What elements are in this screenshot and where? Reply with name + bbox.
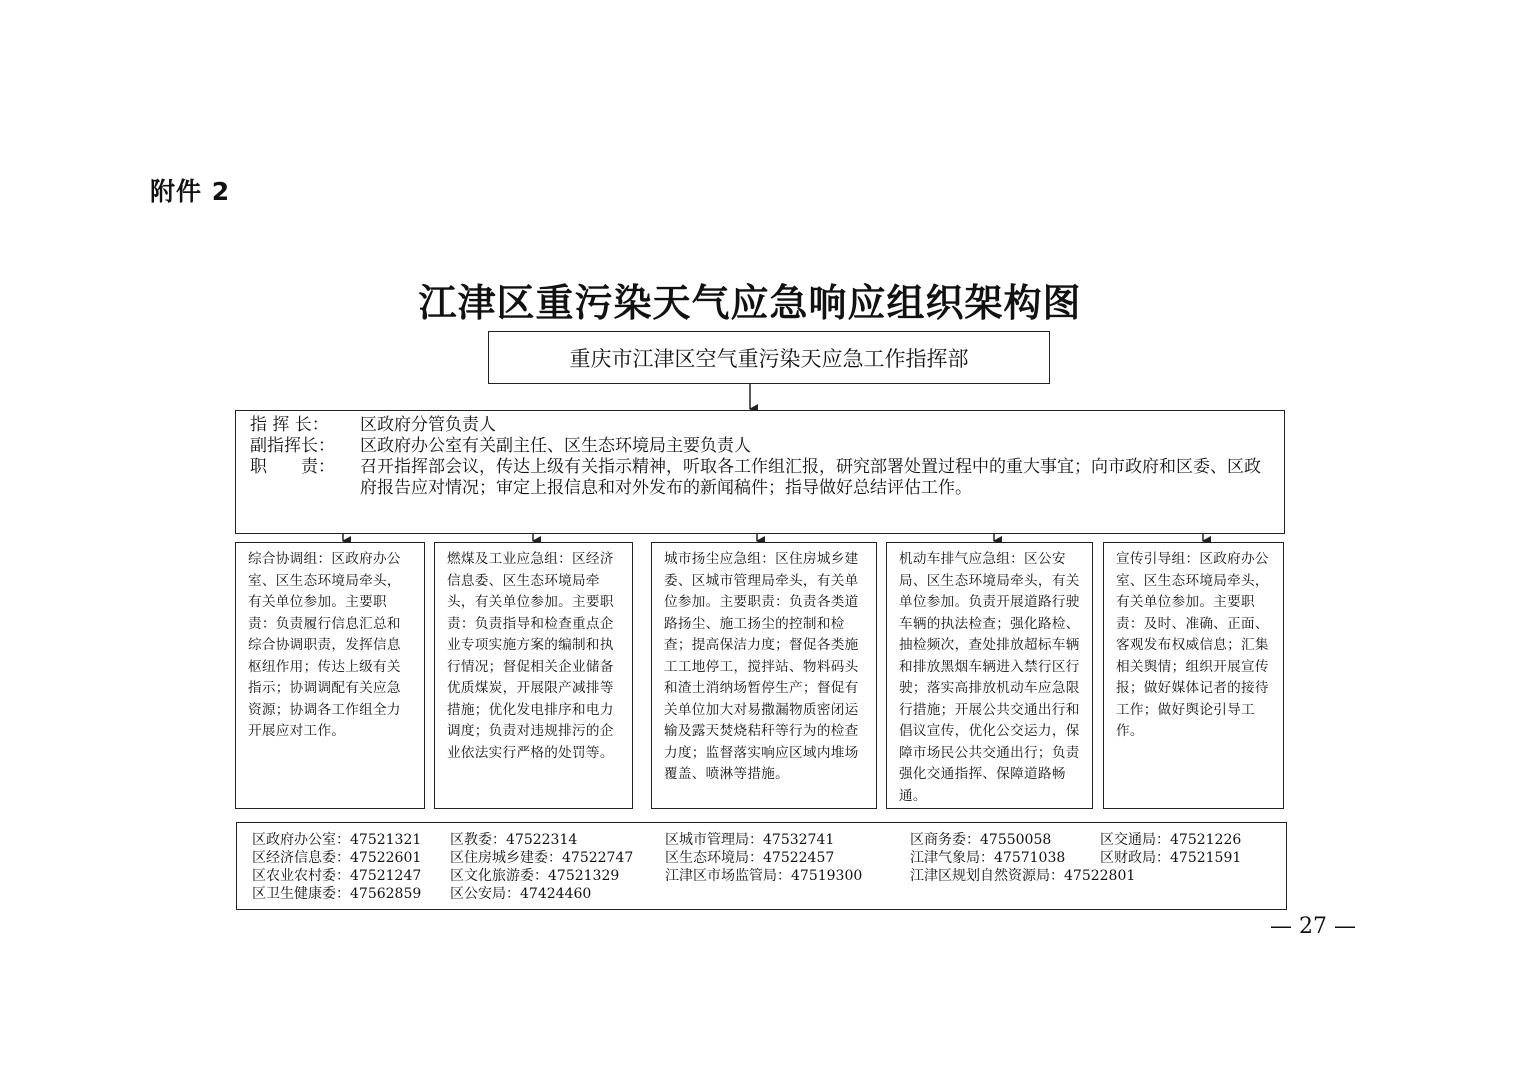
contact-entry: 区住房城乡建委：47522747 <box>450 850 634 866</box>
duties-text: 召开指挥部会议，传达上级有关指示精神，听取各工作组汇报，研究部署处置过程中的重大事宜；向市政府和区委、区政府报告应对情况；审定上报信息和对外发布的新闻稿件；指导做好总结评估工作。 <box>360 457 1261 498</box>
contact-entry: 区生态环境局：47522457 <box>665 850 835 866</box>
commander-label: 指 挥 长： <box>250 415 329 435</box>
commander-row <box>250 415 1270 436</box>
deputy-commander-row <box>250 436 1270 457</box>
group-box-coordination <box>235 542 425 809</box>
commander-text: 区政府分管负责人 <box>360 415 496 435</box>
page-number-value: 27 <box>1299 914 1327 939</box>
contact-entry: 区商务委：47550058 <box>910 832 1052 848</box>
deputy-commander-label: 副指挥长： <box>250 436 335 456</box>
group-box-urban-dust <box>651 542 877 809</box>
contact-entry: 区财政局：47521591 <box>1100 850 1242 866</box>
headquarters-box <box>488 331 1050 384</box>
contact-entry: 江津区市场监管局：47519300 <box>665 868 863 884</box>
group-text: 机动车排气应急组：区公安局、区生态环境局牵头，有关单位参加。负责开展道路行驶车辆的执法检查；强化路检、抽检频次，查处排放超标车辆和排放黑烟车辆进入禁行区行驶；落实高排放机动车应急限行措施；开展公共交通出行和倡议宣传，优化公交运力，保障市场民公共交通出行；负责强化交通指挥、保障道路畅通。 <box>899 551 1080 804</box>
contact-entry: 区教委：47522314 <box>450 832 578 848</box>
contact-entry: 区卫生健康委：47562859 <box>252 886 422 902</box>
contacts-column-1 <box>252 831 421 903</box>
contact-entry: 区经济信息委：47522601 <box>252 850 422 866</box>
command-box <box>235 410 1285 534</box>
deputy-commander-text: 区政府办公室有关副主任、区生态环境局主要负责人 <box>360 436 751 456</box>
group-text: 城市扬尘应急组：区住房城乡建委、区城市管理局牵头，有关单位参加。主要职责：负责各类道路扬尘、施工扬尘的控制和检查；提高保洁力度；督促各类施工工地停工，搅拌站、物料码头和渣土消纳场暂停生产；督促有关单位加大对易撒漏物质密闭运输及露天焚烧秸秆等行为的检查力度；监督落实响应区域内堆场覆盖、喷淋等措施。 <box>664 551 859 782</box>
page-number: — 27 — <box>1270 914 1356 939</box>
group-box-coal-industry <box>434 542 633 809</box>
group-text: 燃煤及工业应急组：区经济信息委、区生态环境局牵头，有关单位参加。主要职责：负责指导和检查重点企业专项实施方案的编制和执行情况；督促相关企业储备优质煤炭，开展限产减排等措施；优化发电排序和电力调度；负责对违规排污的企业依法实行严格的处罚等。 <box>447 551 614 761</box>
headquarters-name: 重庆市江津区空气重污染天应急工作指挥部 <box>569 346 969 371</box>
contact-entry: 区城市管理局：47532741 <box>665 832 835 848</box>
contacts-column-5 <box>1100 831 1241 867</box>
duties-row <box>250 457 1270 499</box>
contacts-column-2 <box>450 831 633 903</box>
group-box-publicity <box>1103 542 1284 809</box>
group-text: 宣传引导组：区政府办公室、区生态环境局牵头，有关单位参加。主要职责：及时、准确、正面、客观发布权威信息；汇集相关舆情；组织开展宣传报；做好媒体记者的接待工作；做好舆论引导工作。 <box>1116 551 1269 739</box>
contact-entry: 江津区规划自然资源局：47522801 <box>910 868 1136 884</box>
diagram-title: 江津区重污染天气应急响应组织架构图 <box>418 281 1082 325</box>
contact-entry: 区政府办公室：47521321 <box>252 832 422 848</box>
group-box-vehicle-emission <box>886 542 1093 809</box>
contact-entry: 江津气象局：47571038 <box>910 850 1066 866</box>
group-text: 综合协调组：区政府办公室、区生态环境局牵头，有关单位参加。主要职责：负责履行信息汇总和综合协调职责，发挥信息枢纽作用；传达上级有关指示；协调调配有关应急资源；协调各工作组全力开展应对工作。 <box>248 551 401 739</box>
contacts-box <box>236 822 1287 910</box>
contact-entry: 区农业农村委：47521247 <box>252 868 422 884</box>
duties-label: 职 责： <box>250 457 335 477</box>
contacts-column-3 <box>665 831 862 885</box>
contact-entry: 区公安局：47424460 <box>450 886 592 902</box>
contact-entry: 区文化旅游委：47521329 <box>450 868 620 884</box>
attachment-label: 附件 2 <box>150 177 231 206</box>
contact-entry: 区交通局：47521226 <box>1100 832 1242 848</box>
